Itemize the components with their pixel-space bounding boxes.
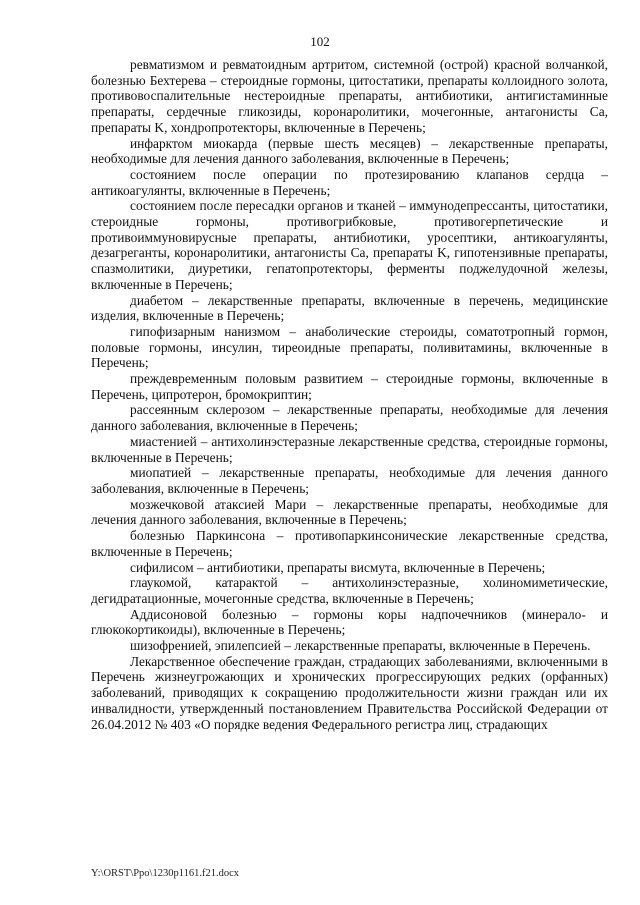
paragraph-diabetes: диабетом – лекарственные препараты, включенные в перечень, медицинские изделия, включенные в Перечень; [91,292,608,324]
paragraph-orphan-diseases: Лекарственное обеспечение граждан, страдающих заболеваниями, включенными в Перечень жизнеугрожающих и хронических прогрессирующих редких (орфанных) заболеваний, приводящих к сокращению продолжительности жизни граждан или их инвалидности, утвержденный постановлением Правительства Российской Федерации от 26.04.2012 № 403 «О порядке ведения Федерального регистра лиц, страдающих [91,653,608,732]
paragraph-addison: Аддисоновой болезнью – гормоны коры надпочечников (минерало- и глюкокортикоиды), включенные в Перечень; [91,606,608,638]
paragraph-organ-transplant: состоянием после пересадки органов и тканей – иммунодепрессанты, цитостатики, стероидные гормоны, противогрибковые, противогерпетические и противоиммуновирусные препараты, антибиотики, уросептики, антикоагулянты, дезагреганты, коронаролитики, антагонисты Ca, препараты K, гипотензивные препараты, спазмолитики, диуретики, гепатопротекторы, ферменты поджелудочной железы, включенные в Перечень; [91,198,608,292]
paragraph-glaucoma: глаукомой, катарактой – антихолинэстеразные, холиномиметические, дегидратационные, мочегонные средства, включенные в Перечень; [91,575,608,606]
page-number: 102 [310,34,330,49]
paragraph-valve-replacement: состоянием после операции по протезированию клапанов сердца – антикоагулянты, включенные в Перечень; [91,166,608,198]
paragraph-schizophrenia: шизофренией, эпилепсией – лекарственные препараты, включенные в Перечень. [130,638,591,654]
paragraph-pituitary-nanism: гипофизарным нанизмом – анаболические стероиды, соматотропный гормон, половые гормоны, инсулин, тиреоидные препараты, поливитамины, включенные в Перечень; [91,323,608,371]
paragraph-myocardial-infarction: инфарктом миокарда (первые шесть месяцев) – лекарственные препараты, необходимые для лечения данного заболевания, включенные в Перечень; [91,135,608,167]
footer-file-path: Y:\ORST\Ppo\1230p1161.f21.docx [91,868,239,879]
paragraph-marie-ataxia: мозжечковой атаксией Мари – лекарственные препараты, необходимые для лечения данного заболевания, включенные в Перечень; [91,496,608,528]
paragraph-syphilis: сифилисом – антибиотики, препараты висмута, включенные в Перечень; [130,559,546,575]
paragraph-multiple-sclerosis: рассеянным склерозом – лекарственные препараты, необходимые для лечения данного заболевания, включенные в Перечень; [91,402,608,434]
paragraph-rheumatism: ревматизмом и ревматоидным артритом, системной (острой) красной волчанкой, болезнью Бехтерева – стероидные гормоны, цитостатики, препараты коллоидного золота, противовоспалительные нестероидные препараты, антибиотики, антигистаминные препараты, сердечные гликозиды, коронаролитики, мочегонные, антагонисты Ca, препараты K, хондропротекторы, включенные в Перечень; [91,57,608,135]
document-body [91,57,608,732]
paragraph-parkinson: болезнью Паркинсона – противопаркинсонические лекарственные средства, включенные в Перечень; [91,528,608,559]
paragraph-myopathy: миопатией – лекарственные препараты, необходимые для лечения данного заболевания, включенные в Перечень; [91,465,608,496]
paragraph-precocious-puberty: преждевременным половым развитием – стероидные гормоны, включенные в Перечень, ципротерон, бромокриптин; [91,371,608,402]
paragraph-myasthenia: миастенией – антихолинэстеразные лекарственные средства, стероидные гормоны, включенные в Перечень; [91,433,608,465]
